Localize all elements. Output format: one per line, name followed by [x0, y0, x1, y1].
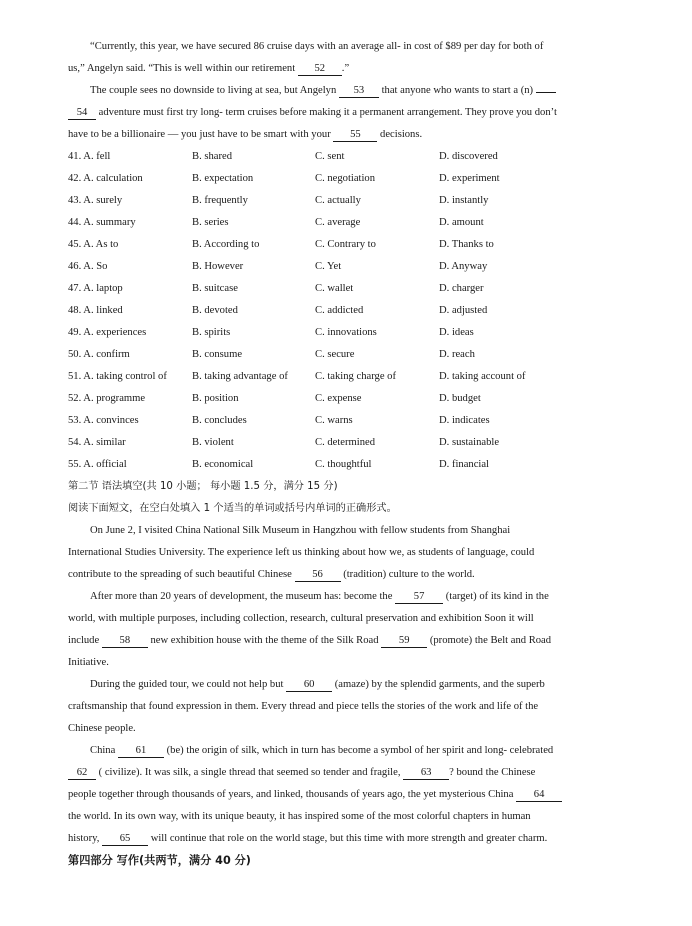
- passage-line: [90, 524, 648, 538]
- option-b[interactable]: B. However: [192, 261, 244, 272]
- blank-64[interactable]: 64: [516, 789, 562, 802]
- passage-line: [68, 700, 648, 714]
- option-c[interactable]: C. wallet: [315, 283, 354, 294]
- blank-58[interactable]: 58: [102, 635, 148, 648]
- passage-text: After more than 20 years of development, the museum has: become the: [90, 591, 393, 602]
- option-d[interactable]: D. Anyway: [439, 261, 488, 272]
- passage-line: [68, 128, 648, 142]
- part-heading-text: 第四部分 写作(共两节，满分 40 分): [68, 854, 251, 867]
- passage-text: have to be a billionaire — you just have to be smart with your: [68, 129, 331, 140]
- passage-line: [68, 568, 648, 582]
- passage-line: [68, 722, 648, 736]
- passage-text: adventure must first try long- term cruises before making it a permanent arrangement. They prove you don’t: [98, 107, 557, 118]
- option-a[interactable]: 55. A. official: [68, 459, 127, 470]
- passage-text: (be) the origin of silk, which in turn has become a symbol of her spirit and long- celebrated: [166, 745, 554, 756]
- option-c[interactable]: C. sent: [315, 151, 345, 162]
- option-a[interactable]: 42. A. calculation: [68, 173, 143, 184]
- blank-61[interactable]: 61: [118, 745, 164, 758]
- option-row-51: [68, 370, 648, 384]
- option-a[interactable]: 46. A. So: [68, 261, 108, 272]
- option-c[interactable]: C. innovations: [315, 327, 377, 338]
- option-d[interactable]: D. charger: [439, 283, 484, 294]
- instruction-text: 阅读下面短文，在空白处填入 1 个适当的单词或括号内单词的正确形式。: [68, 503, 397, 514]
- option-a[interactable]: 49. A. experiences: [68, 327, 147, 338]
- option-row-47: [68, 282, 648, 296]
- blank-63[interactable]: 63: [403, 767, 449, 780]
- passage-text: craftsmanship that found expression in them. Every thread and piece tells the stories of the work and life of the: [68, 701, 539, 712]
- option-b[interactable]: B. consume: [192, 349, 243, 360]
- passage-text: contribute to the spreading of such beautiful Chinese: [68, 569, 292, 580]
- option-row-46: [68, 260, 648, 274]
- option-c[interactable]: C. thoughtful: [315, 459, 372, 470]
- option-d[interactable]: D. budget: [439, 393, 481, 404]
- option-c[interactable]: C. taking charge of: [315, 371, 396, 382]
- passage-text: that anyone who wants to start a (n): [381, 85, 534, 96]
- option-d[interactable]: D. Thanks to: [439, 239, 494, 250]
- option-row-42: [68, 172, 648, 186]
- passage-text: us,” Angelyn said. “This is well within our retirement: [68, 63, 296, 74]
- option-d[interactable]: D. ideas: [439, 327, 474, 338]
- option-row-45: [68, 238, 648, 252]
- option-b[interactable]: B. economical: [192, 459, 254, 470]
- blank-65[interactable]: 65: [102, 833, 148, 846]
- option-a[interactable]: 47. A. laptop: [68, 283, 123, 294]
- blank-trail: [536, 92, 556, 93]
- option-a[interactable]: 52. A. programme: [68, 393, 146, 404]
- option-a[interactable]: 45. A. As to: [68, 239, 119, 250]
- passage-line: [90, 590, 648, 604]
- option-b[interactable]: B. position: [192, 393, 239, 404]
- passage-text: China: [90, 745, 116, 756]
- passage-text: The couple sees no downside to living at sea, but Angelyn: [90, 85, 337, 96]
- option-d[interactable]: D. taking account of: [439, 371, 526, 382]
- passage-text: (target) of its kind in the: [445, 591, 549, 602]
- part-heading: [68, 854, 648, 868]
- blank-54[interactable]: 54: [68, 107, 96, 120]
- option-a[interactable]: 48. A. linked: [68, 305, 123, 316]
- passage-text: people together through thousands of years, and linked, thousands of years ago, the yet mysterious China: [68, 789, 514, 800]
- option-d[interactable]: D. indicates: [439, 415, 490, 426]
- passage-text: world, with multiple purposes, including collection, research, cultural preservation and exhibition Soon it will: [68, 613, 534, 624]
- option-row-49: [68, 326, 648, 340]
- passage-line: [68, 612, 648, 626]
- option-b[interactable]: B. concludes: [192, 415, 247, 426]
- option-c[interactable]: C. Contrary to: [315, 239, 376, 250]
- passage-line: [68, 766, 648, 780]
- option-b[interactable]: B. frequently: [192, 195, 248, 206]
- passage-text: “Currently, this year, we have secured 86 cruise days with an average all- in cost of $89 per day for both of: [90, 41, 544, 52]
- option-d[interactable]: D. amount: [439, 217, 484, 228]
- option-row-48: [68, 304, 648, 318]
- option-c[interactable]: C. secure: [315, 349, 355, 360]
- passage-line: [68, 810, 648, 824]
- passage-text: the world. In its own way, with its unique beauty, it has inspired some of the most colorful chapters in human: [68, 811, 531, 822]
- passage-line: [68, 832, 648, 846]
- passage-text: ? bound the Chinese: [449, 767, 536, 778]
- passage-text: (tradition) culture to the world.: [343, 569, 475, 580]
- blank-59[interactable]: 59: [381, 635, 427, 648]
- passage-line: [68, 634, 648, 648]
- passage-text: On June 2, I visited China National Silk Museum in Hangzhou with fellow students from Shanghai: [90, 525, 511, 536]
- option-d[interactable]: D. instantly: [439, 195, 489, 206]
- option-row-44: [68, 216, 648, 230]
- passage-line: [68, 788, 648, 802]
- option-c[interactable]: C. expense: [315, 393, 362, 404]
- option-d[interactable]: D. experiment: [439, 173, 500, 184]
- passage-text: ( civilize). It was silk, a single thread that seemed so tender and fragile,: [98, 767, 401, 778]
- passage-text: International Studies University. The experience left us thinking about how we, as students of language, could: [68, 547, 535, 558]
- option-b[interactable]: B. spirits: [192, 327, 231, 338]
- option-d[interactable]: D. reach: [439, 349, 475, 360]
- option-row-55: [68, 458, 648, 472]
- passage-line: [68, 656, 648, 670]
- option-row-53: [68, 414, 648, 428]
- section-instruction: [68, 502, 648, 516]
- blank-56[interactable]: 56: [295, 569, 341, 582]
- option-b[interactable]: B. expectation: [192, 173, 254, 184]
- option-a[interactable]: 54. A. similar: [68, 437, 126, 448]
- passage-text: During the guided tour, we could not help but: [90, 679, 284, 690]
- option-b[interactable]: B. violent: [192, 437, 234, 448]
- option-row-41: [68, 150, 648, 164]
- option-row-52: [68, 392, 648, 406]
- passage-text: Initiative.: [68, 657, 109, 668]
- passage-text: history,: [68, 833, 100, 844]
- option-a[interactable]: 53. A. convinces: [68, 415, 139, 426]
- option-c[interactable]: C. average: [315, 217, 361, 228]
- option-d[interactable]: D. sustainable: [439, 437, 500, 448]
- passage-text: decisions.: [380, 129, 423, 140]
- blank-62[interactable]: 62: [68, 767, 96, 780]
- passage-line: [90, 678, 648, 692]
- passage-text: Chinese people.: [68, 723, 136, 734]
- option-c[interactable]: C. Yet: [315, 261, 342, 272]
- option-row-54: [68, 436, 648, 450]
- option-b[interactable]: B. shared: [192, 151, 233, 162]
- option-a[interactable]: 44. A. summary: [68, 217, 136, 228]
- option-b[interactable]: B. According to: [192, 239, 260, 250]
- passage-line: [90, 40, 648, 54]
- option-row-50: [68, 348, 648, 362]
- passage-line: [90, 84, 648, 98]
- section-heading: [68, 480, 648, 494]
- option-c[interactable]: C. addicted: [315, 305, 364, 316]
- option-c[interactable]: C. actually: [315, 195, 361, 206]
- option-b[interactable]: B. taking advantage of: [192, 371, 288, 382]
- passage-line: [68, 546, 648, 560]
- passage-text: (amaze) by the splendid garments, and the superb: [334, 679, 545, 690]
- option-a[interactable]: 43. A. surely: [68, 195, 123, 206]
- passage-line: [68, 106, 648, 120]
- option-d[interactable]: D. discovered: [439, 151, 498, 162]
- option-a[interactable]: 41. A. fell: [68, 151, 111, 162]
- section-heading-text: 第二节 语法填空(共 10 小题； 每小题 1.5 分，满分 15 分): [68, 481, 338, 492]
- option-row-43: [68, 194, 648, 208]
- blank-57[interactable]: 57: [395, 591, 443, 604]
- blank-60[interactable]: 60: [286, 679, 332, 692]
- option-c[interactable]: C. determined: [315, 437, 376, 448]
- blank-53[interactable]: 53: [339, 85, 379, 98]
- option-d[interactable]: D. financial: [439, 459, 490, 470]
- option-b[interactable]: B. series: [192, 217, 229, 228]
- option-b[interactable]: B. suitcase: [192, 283, 238, 294]
- passage-line: [68, 62, 648, 76]
- blank-55[interactable]: 55: [333, 129, 377, 142]
- passage-text: will continue that role on the world stage, but this time with more strength and greater charm.: [150, 833, 548, 844]
- blank-52[interactable]: 52: [298, 63, 342, 76]
- passage-text: include: [68, 635, 100, 646]
- passage-text: .”: [341, 63, 350, 74]
- option-d[interactable]: D. adjusted: [439, 305, 488, 316]
- option-a[interactable]: 50. A. confirm: [68, 349, 130, 360]
- option-a[interactable]: 51. A. taking control of: [68, 371, 167, 382]
- passage-line: [90, 744, 648, 758]
- option-c[interactable]: C. warns: [315, 415, 353, 426]
- passage-text: new exhibition house with the theme of the Silk Road: [150, 635, 379, 646]
- passage-text: (promote) the Belt and Road: [429, 635, 552, 646]
- option-b[interactable]: B. devoted: [192, 305, 238, 316]
- option-c[interactable]: C. negotiation: [315, 173, 376, 184]
